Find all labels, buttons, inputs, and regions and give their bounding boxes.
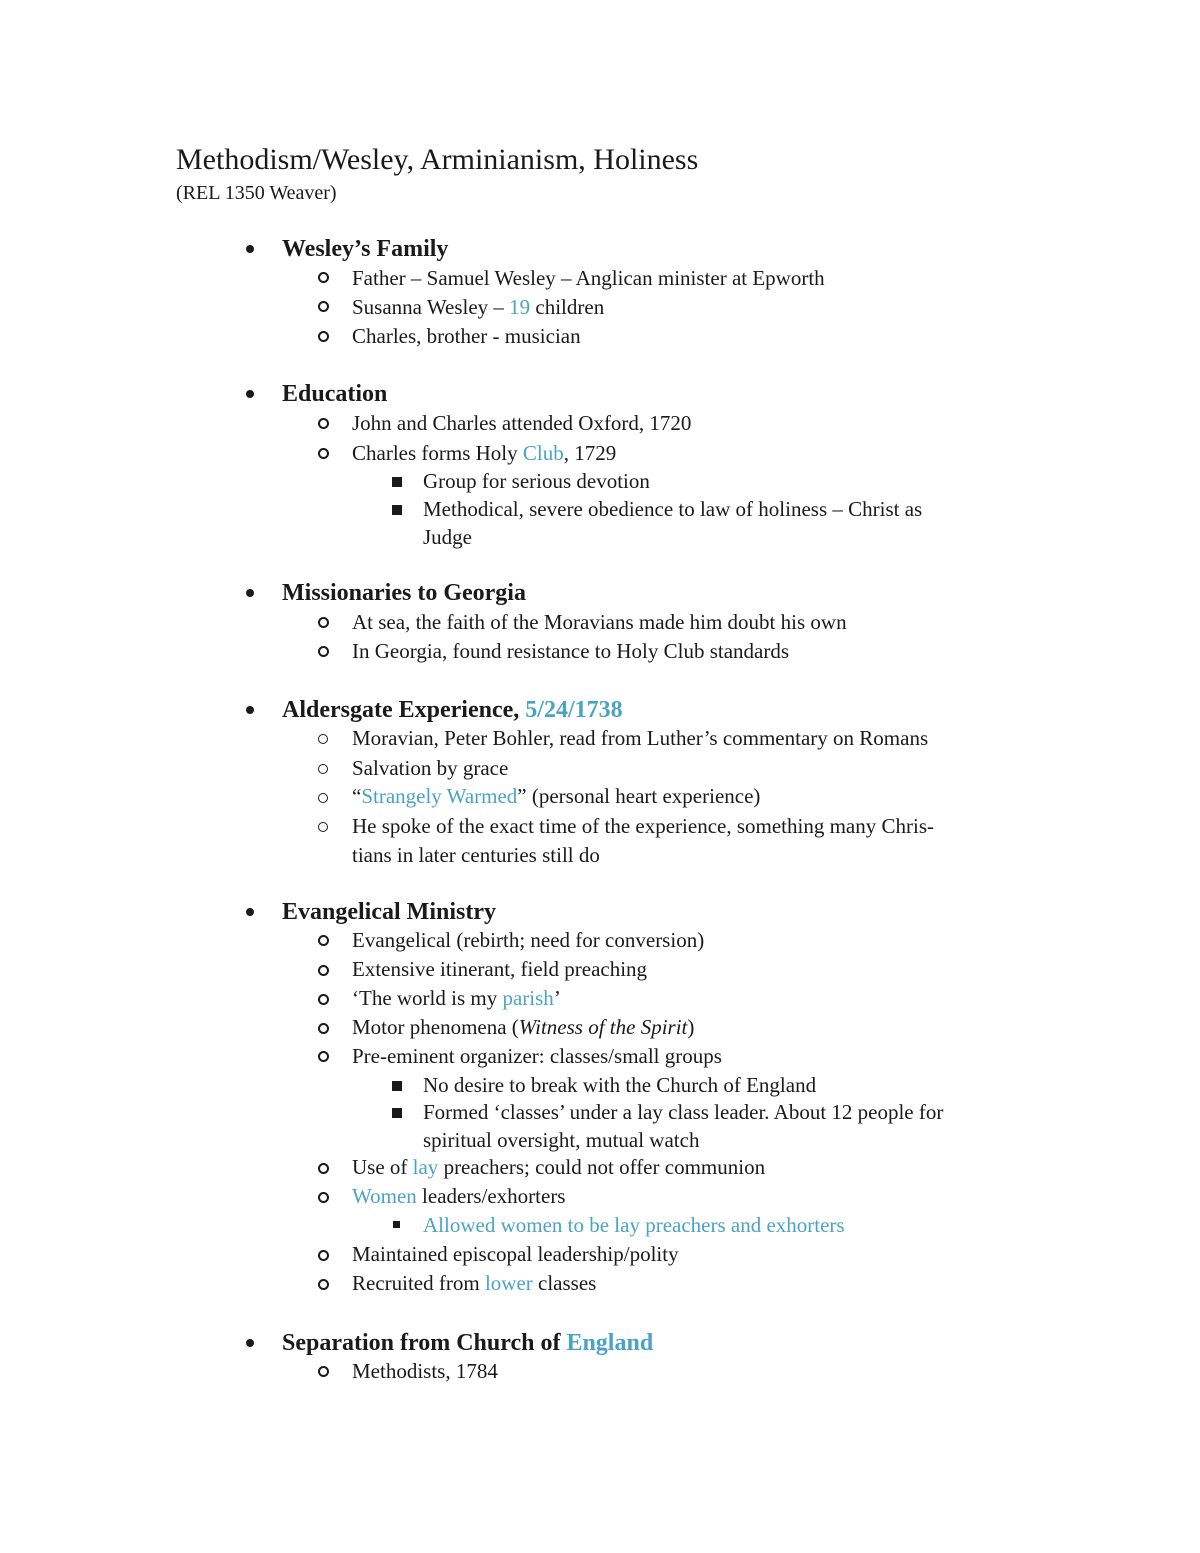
bullet-circle-icon [318,764,328,774]
list-subitem: Methodical, severe obedience to law of holiness – Christ as [423,497,923,521]
list-item: Moravian, Peter Bohler, read from Luther’s commentary on Romans [352,726,929,750]
bullet-square-icon [392,477,402,487]
list-item: In Georgia, found resistance to Holy Club standards [352,639,790,663]
list-item: Use of lay preachers; could not offer communion [352,1155,766,1179]
bullet-square-icon [392,505,402,515]
bullet-circle-icon [318,646,329,657]
list-item: Recruited from lower classes [352,1271,597,1295]
document-title: Methodism/Wesley, Arminianism, Holiness [176,143,699,176]
list-subitem: No desire to break with the Church of England [423,1073,817,1097]
list-item: Susanna Wesley – 19 children [352,295,605,319]
list-subitem: Formed ‘classes’ under a lay class leader. About 12 people for [423,1100,944,1124]
bullet-circle-icon [318,1051,329,1062]
section-heading-separation: Separation from Church of England [282,1330,654,1356]
bullet-disc-icon [246,1339,254,1347]
bullet-disc-icon [246,390,254,398]
bullet-disc-icon [246,245,254,253]
bullet-circle-icon [318,1279,329,1290]
bullet-disc-icon [246,706,254,714]
bullet-circle-icon [318,935,329,946]
section-heading-aldersgate: Aldersgate Experience, 5/24/1738 [282,697,623,723]
bullet-square-icon [392,1081,402,1091]
bullet-disc-icon [246,908,254,916]
bullet-square-icon [393,1221,400,1228]
list-item: Salvation by grace [352,756,509,780]
bullet-circle-icon [318,272,329,283]
bullet-circle-icon [318,1192,329,1203]
list-item: Maintained episcopal leadership/polity [352,1242,679,1266]
list-item: “Strangely Warmed” (personal heart experience) [352,784,761,808]
bullet-disc-icon [246,589,254,597]
bullet-circle-icon [318,793,328,803]
bullet-circle-icon [318,418,329,429]
bullet-circle-icon [318,1163,329,1174]
bullet-circle-icon [318,994,329,1005]
list-item-continuation: tians in later centuries still do [352,843,600,867]
list-item: Father – Samuel Wesley – Anglican minister at Epworth [352,266,825,290]
document-subtitle: (REL 1350 Weaver) [176,182,337,204]
list-item: Extensive itinerant, field preaching [352,957,648,981]
section-heading-missionaries: Missionaries to Georgia [282,580,526,606]
bullet-circle-icon [318,448,329,459]
list-item: Methodists, 1784 [352,1359,498,1383]
list-subitem-continuation: Judge [423,525,472,549]
list-item: Charles forms Holy Club, 1729 [352,441,617,465]
list-item: John and Charles attended Oxford, 1720 [352,411,692,435]
bullet-circle-icon [318,965,329,976]
list-item: ‘The world is my parish’ [352,986,561,1010]
list-item: Motor phenomena (Witness of the Spirit) [352,1015,695,1039]
section-heading-education: Education [282,381,388,407]
list-item: At sea, the faith of the Moravians made him doubt his own [352,610,847,634]
list-subitem: Allowed women to be lay preachers and exhorters [423,1213,845,1237]
section-heading-wesleys-family: Wesley’s Family [282,236,449,262]
bullet-circle-icon [318,1250,329,1261]
bullet-circle-icon [318,734,328,744]
bullet-circle-icon [318,617,329,628]
bullet-circle-icon [318,301,329,312]
bullet-circle-icon [318,822,328,832]
list-item: Charles, brother - musician [352,324,581,348]
section-heading-evangelical-ministry: Evangelical Ministry [282,899,496,925]
list-subitem: Group for serious devotion [423,469,650,493]
list-subitem-continuation: spiritual oversight, mutual watch [423,1128,700,1152]
bullet-square-icon [392,1108,402,1118]
list-item: He spoke of the exact time of the experience, something many Chris- [352,814,934,838]
bullet-circle-icon [318,1366,329,1377]
list-item: Women leaders/exhorters [352,1184,566,1208]
list-item: Pre-eminent organizer: classes/small groups [352,1044,722,1068]
bullet-circle-icon [318,331,329,342]
bullet-circle-icon [318,1023,329,1034]
list-item: Evangelical (rebirth; need for conversion) [352,928,705,952]
